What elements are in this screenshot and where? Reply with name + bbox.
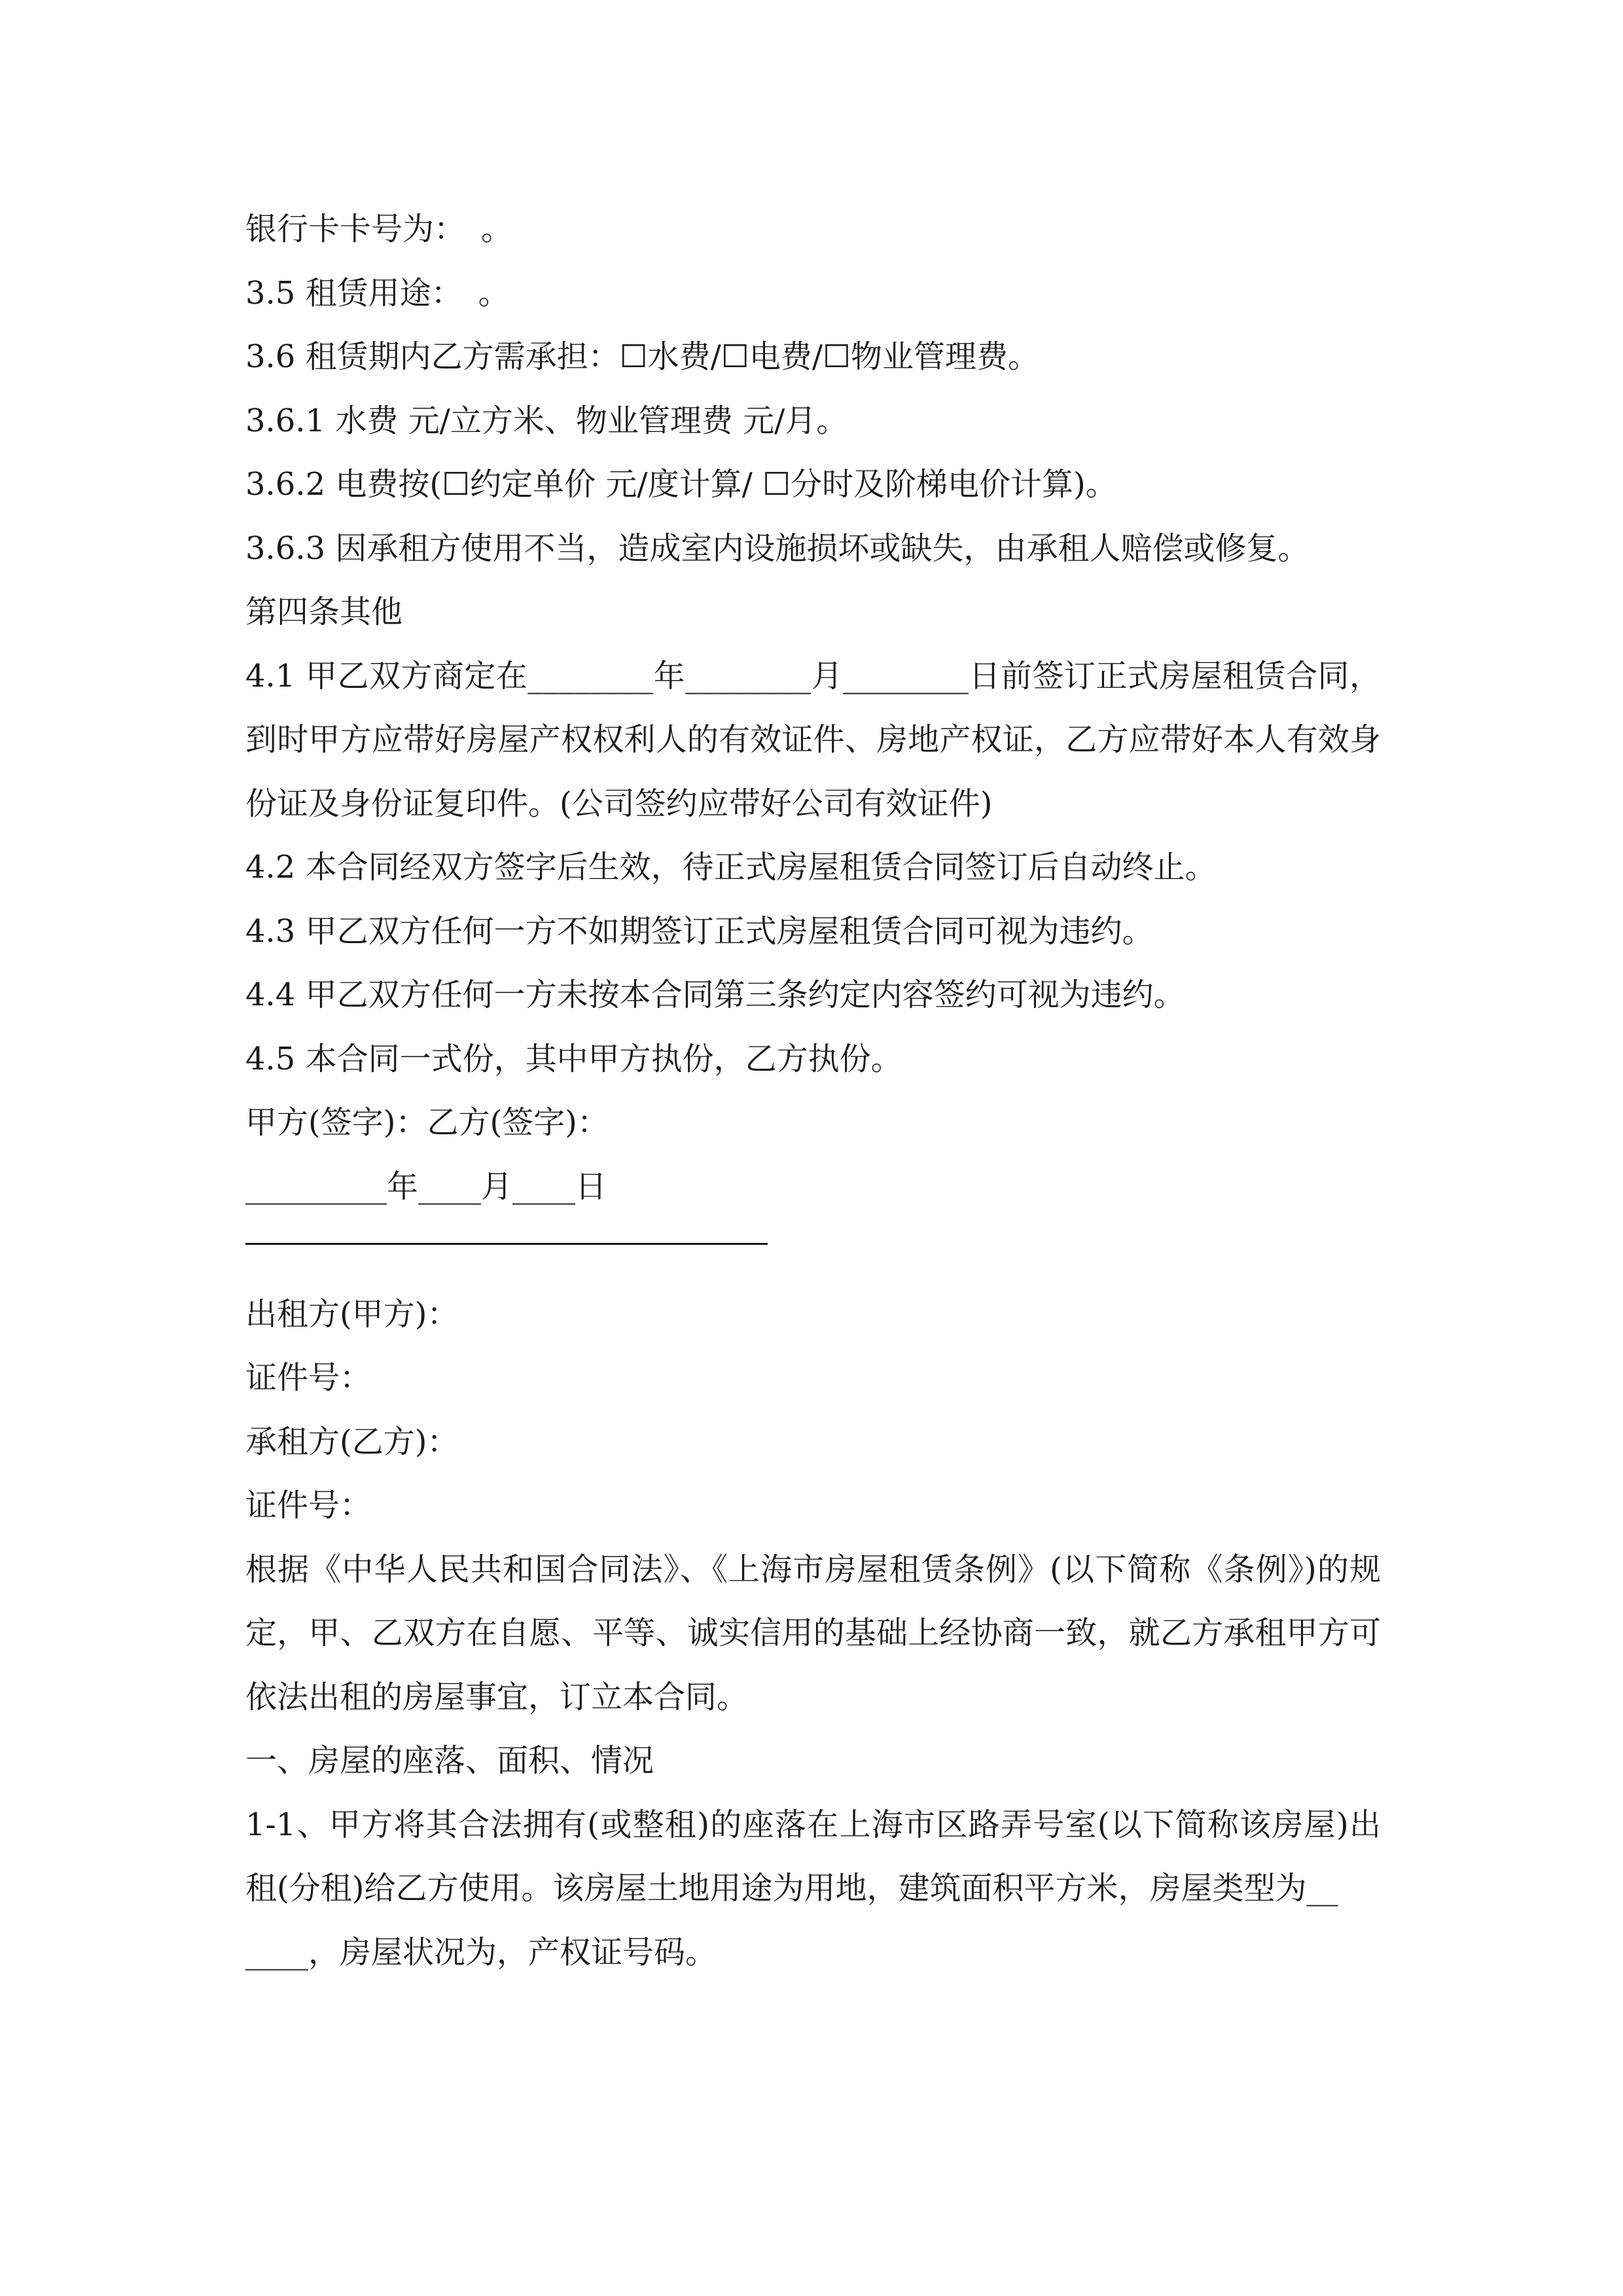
section-1-heading: 一、房屋的座落、面积、情况 [245,1742,654,1779]
clause-4-2: 4.2 本合同经双方签字后生效，待正式房屋租赁合同签订后自动终止。 [245,849,1217,886]
clause-3-6: 3.6 租赁期内乙方需承担：☐水费/☐电费/☐物业管理费。 [245,338,1040,375]
clause-3-5: 3.5 租赁用途： 。 [245,274,510,312]
lessee-label: 承租方(乙方)： [245,1423,459,1460]
clause-4-5: 4.5 本合同一式份，其中甲方执份，乙方执份。 [245,1040,902,1077]
separator-rule [245,1243,768,1245]
document-body [245,198,1381,1984]
property-status-line: ____，房屋状况为，产权证号码。 [245,1933,717,1971]
lessor-id-label: 证件号： [245,1359,372,1396]
separator-gap [245,1219,1381,1283]
preamble-paragraph: 根据《中华人民共和国合同法》、《上海市房屋租赁条例》(以下简称《条例》)的规定，甲、乙双方在自愿、平等、诚实信用的基础上经协商一致，就乙方承租甲方可依法出租的房屋事宜，订立本合同。 [245,1551,1381,1715]
clause-3-6-2: 3.6.2 电费按(☐约定单价 元/度计算/ ☐分时及阶梯电价计算)。 [245,466,1117,503]
lessor-label: 出租方(甲方)： [245,1295,459,1333]
clause-4-4: 4.4 甲乙双方任何一方未按本合同第三条约定内容签约可视为违约。 [245,977,1185,1013]
clause-4-1: 4.1 甲乙双方商定在________年________月________日前签订正式房屋租赁合同，到时甲方应带好房屋产权权利人的有效证件、房地产权证，乙方应带好本人有效身份证及身份证复印件。(公司签约应带好公司有效证件) [245,657,1381,822]
clause-4-3: 4.3 甲乙双方任何一方不如期签订正式房屋租赁合同可视为违约。 [245,912,1154,950]
lessee-id-label: 证件号： [245,1487,372,1524]
article-4-heading: 第四条其他 [245,594,403,630]
clause-1-1: 1-1、甲方将其合法拥有(或整租)的座落在上海市区路弄号室(以下简称该房屋)出租(分租)给乙方使用。该房屋土地用途为用地，建筑面积平方米，房屋类型为__ [245,1806,1381,1907]
clause-3-6-1: 3.6.1 水费 元/立方米、物业管理费 元/月。 [245,402,848,439]
bank-card-line: 银行卡卡号为： 。 [245,211,513,247]
clause-3-6-3: 3.6.3 因承租方使用不当，造成室内设施损坏或缺失，由承租人赔偿或修复。 [245,529,1310,567]
signature-line: 甲方(签字)：乙方(签字)： [245,1104,609,1141]
date-line: _________年____月____日 [245,1168,607,1205]
